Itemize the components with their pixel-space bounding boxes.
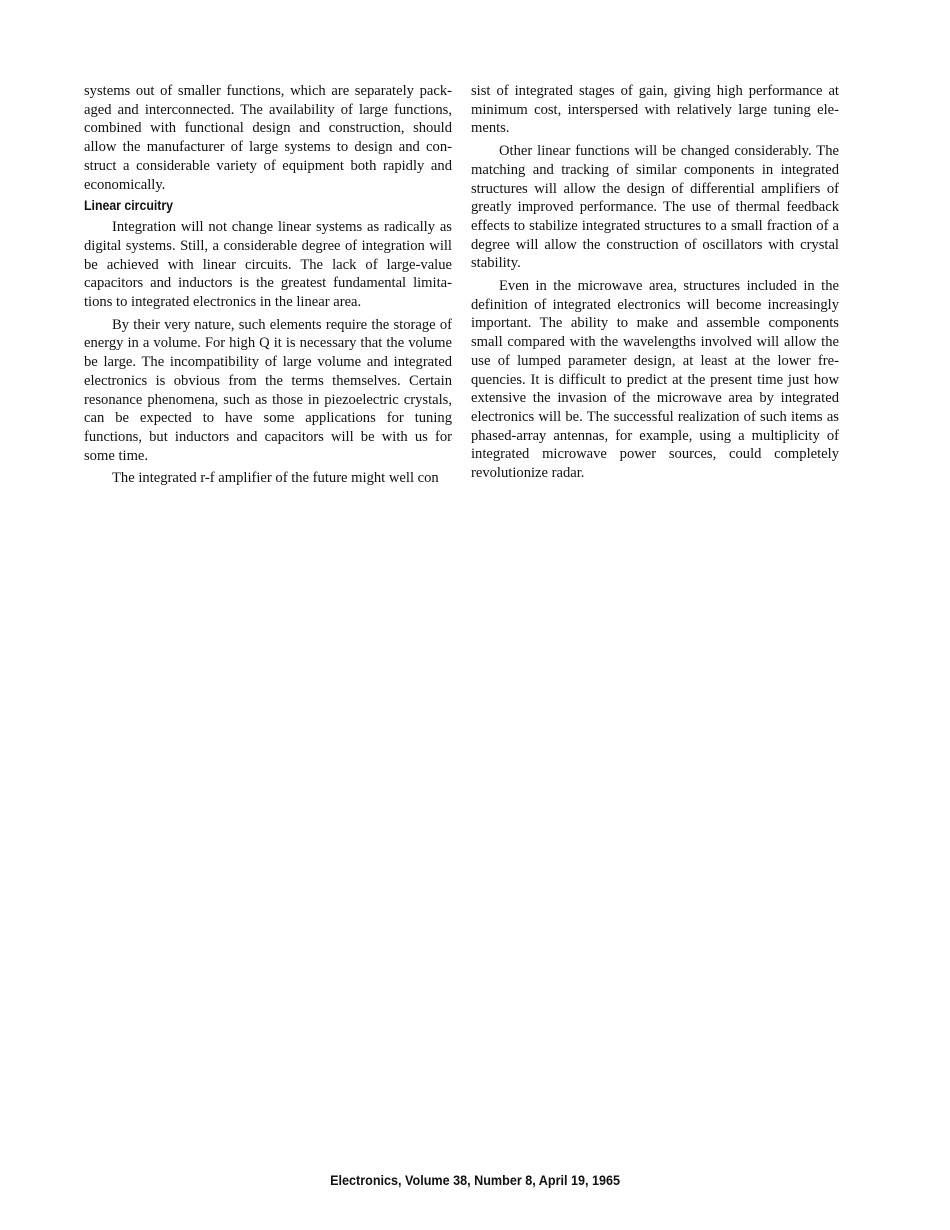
paragraph-storage-of-energy: By their very nature, such elements require the storage of energy in a volume. For high Q it is necessary that the volume be large. The incompatibility of large volume and integrated electronics is obvious from the terms themselves. Certain resonance phenomena, such as those in piezoelectric crystals, can be expected to have some applications for tuning functions, but inductors and capacitors will be with us for some time. [84, 316, 452, 464]
paragraph-rf-amplifier-start: The integrated r-f amplifier of the future might well con [112, 470, 439, 487]
paragraph-continued-systems: systems out of smaller functions, which are separately packaged and interconnected. The availability of large functions, combined with functional design and construction, should allow the manufacturer of large systems to design and construct a considerable variety of equipment both rapidly and economically. [84, 83, 452, 193]
paragraph-integration-linear: Integration will not change linear systems as radically as digital systems. Still, a considerable degree of integration will be achieved with linear circuits. The lack of large-value capacitors and inductors is the greatest fundamental limitations to integrated electronics in the linear area. [84, 219, 452, 311]
right-column [471, 82, 839, 487]
paragraph-microwave-area: Even in the microwave area, structures included in the definition of integrated electronics will become increasingly important. The ability to make and assemble components small compared with the wavelengths involved will allow the use of lumped parameter design, at least at the lower frequencies. It is difficult to predict at the present time just how extensive the invasion of the microwave area by integrated electronics will be. The successful realization of such items as phased-array antennas, for example, using a multiplicity of integrated microwave power sources, could completely revolutionize radar. [471, 278, 839, 482]
paragraph-rf-amplifier-continued: sist of integrated stages of gain, giving high performance at minimum cost, interspersed with relatively large tuning elements. [471, 83, 839, 137]
page-footer [0, 1171, 950, 1189]
footer-citation: Electronics, Volume 38, Number 8, April 19, 1965 [330, 1172, 620, 1188]
section-heading-linear-circuitry: Linear circuitry [84, 198, 174, 214]
left-column [84, 82, 452, 492]
paragraph-other-linear-functions: Other linear functions will be changed considerably. The matching and tracking of similar components in integrated structures will allow the design of differential amplifiers of greatly improved performance. The use of thermal feedback effects to stabilize integrated structures to a small fraction of a degree will allow the construction of oscillators with crystal stability. [471, 143, 839, 272]
